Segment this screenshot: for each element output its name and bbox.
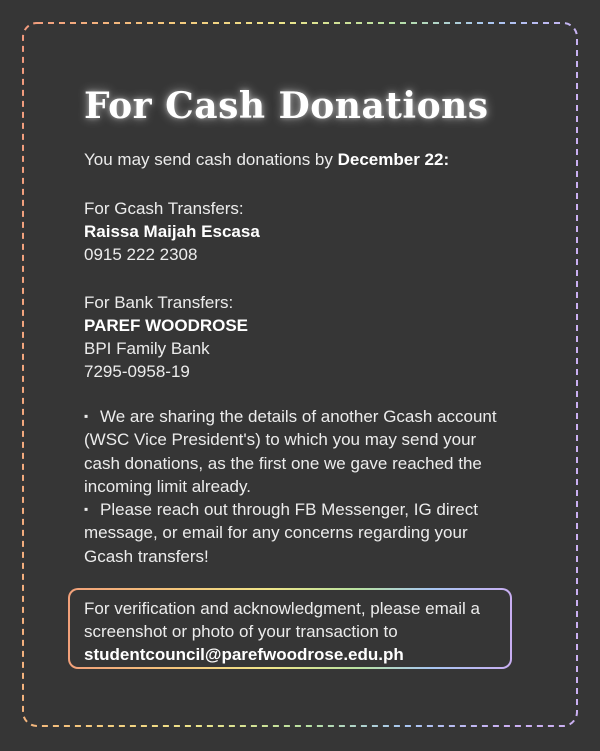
list-item: ▪ We are sharing the details of another Gcash account (WSC Vice President's) to which you may send your cash donations, as the first one we gave reached the incoming limit already. (84, 407, 497, 496)
bank-name: BPI Family Bank (84, 339, 210, 358)
notice-line-2: screenshot or photo of your transaction to (84, 622, 398, 641)
verification-notice (68, 588, 512, 669)
deadline-date: December 22: (337, 150, 450, 169)
page-title: For Cash Donations (84, 85, 489, 127)
bank-heading: For Bank Transfers: (84, 293, 234, 312)
notes-list (84, 405, 514, 568)
bank-account-name: PAREF WOODROSE (84, 316, 249, 335)
bank-account-number: 7295-0958-19 (84, 362, 190, 381)
contact-email[interactable]: studentcouncil@parefwoodrose.edu.ph (84, 645, 404, 664)
gcash-account-name: Raissa Maijah Escasa (84, 222, 260, 241)
gcash-number: 0915 222 2308 (84, 245, 198, 264)
bullet-icon: ▪ (84, 502, 89, 517)
bullet-icon: ▪ (84, 409, 89, 423)
list-item: ▪ Please reach out through FB Messenger, IG direct message, or email for any concerns regarding your Gcash transfers! (84, 500, 478, 566)
intro-line (84, 148, 449, 171)
intro-text: You may send cash donations by (84, 150, 338, 169)
notice-line-1: For verification and acknowledgment, please email a (84, 599, 480, 618)
gcash-heading: For Gcash Transfers: (84, 199, 244, 218)
